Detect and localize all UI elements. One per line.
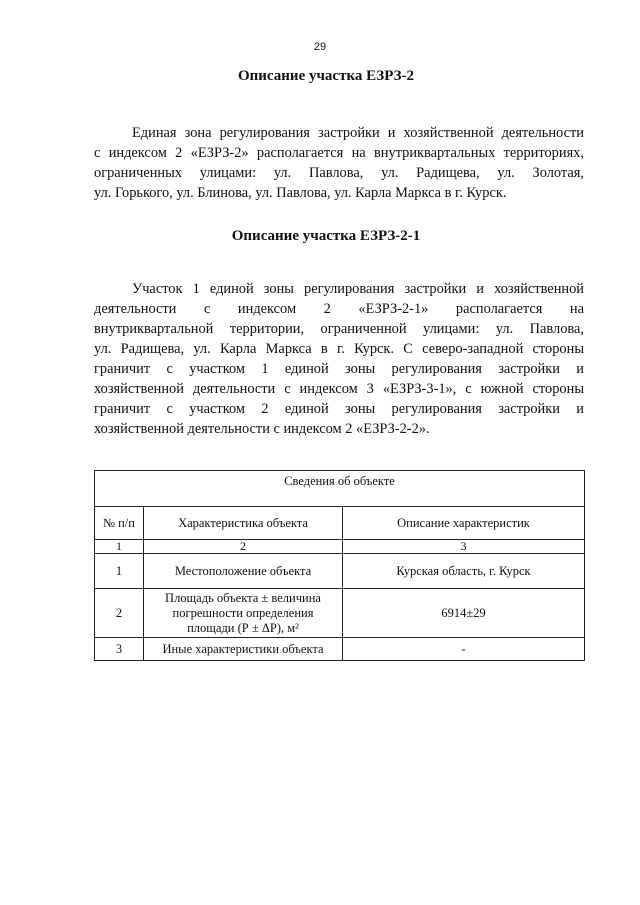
row-description: Курская область, г. Курск [343, 554, 585, 589]
table-row [95, 554, 585, 589]
table-row [95, 638, 585, 661]
table-caption-row [95, 471, 585, 507]
section1-paragraph [94, 123, 584, 203]
section-title-ezrz-2: Описание участка ЕЗРЗ-2 [237, 68, 414, 84]
paragraph-line: ул. Горького, ул. Блинова, ул. Павлова, ул. Карла Маркса в г. Курск. [94, 185, 507, 201]
table-row [95, 589, 585, 638]
paragraph-line: Единая зона регулирования застройки и хозяйственной деятельности [132, 125, 584, 141]
header-number: № п/п [95, 507, 144, 540]
row-characteristic [144, 589, 343, 638]
row-number: 1 [95, 554, 144, 589]
row-characteristic: Местоположение объекта [144, 554, 343, 589]
paragraph-line: Участок 1 единой зоны регулирования застройки и хозяйственной [132, 281, 584, 297]
header-description: Описание характеристик [343, 507, 585, 540]
table-header-row [95, 507, 585, 540]
paragraph-line: граничит с участком 2 единой зоны регулирования застройки и [94, 401, 584, 417]
section-title-ezrz-2-1: Описание участка ЕЗРЗ-2-1 [231, 228, 421, 244]
paragraph-line: ул. Радищева, ул. Карла Маркса в г. Курск. С северо-западной стороны [94, 341, 584, 357]
paragraph-line: граничит с участком 1 единой зоны регулирования застройки и [94, 361, 584, 377]
table-caption: Сведения об объекте [95, 471, 585, 507]
paragraph-line: хозяйственной деятельности с индексом 3 «ЕЗРЗ-3-1», с южной стороны [94, 381, 584, 397]
paragraph-line: деятельности с индексом 2 «ЕЗРЗ-2-1» располагается на [94, 301, 584, 317]
paragraph-line: с индексом 2 «ЕЗРЗ-2» располагается на внутриквартальных территориях, [94, 145, 584, 161]
table-column-numbers-row [95, 540, 585, 554]
row-description: 6914±29 [343, 589, 585, 638]
column-number: 3 [343, 540, 585, 554]
paragraph-line: хозяйственной деятельности с индексом 2 «ЕЗРЗ-2-2». [94, 421, 430, 437]
column-number: 2 [144, 540, 343, 554]
page-number: 29 [313, 41, 327, 53]
row-characteristic: Иные характеристики объекта [144, 638, 343, 661]
section2-paragraph [94, 279, 584, 439]
row-number: 3 [95, 638, 144, 661]
header-characteristic: Характеристика объекта [144, 507, 343, 540]
column-number: 1 [95, 540, 144, 554]
characteristic-line: площади (Р ± ΔР), м² [187, 620, 299, 635]
paragraph-line: ограниченных улицами: ул. Павлова, ул. Радищева, ул. Золотая, [94, 165, 584, 181]
characteristic-line: Площадь объекта ± величина [165, 590, 321, 605]
characteristic-line: погрешности определения [172, 605, 314, 620]
paragraph-line: внутриквартальной территории, ограниченной улицами: ул. Павлова, [94, 321, 584, 337]
row-description: - [343, 638, 585, 661]
object-info-table [94, 470, 585, 661]
row-number: 2 [95, 589, 144, 638]
